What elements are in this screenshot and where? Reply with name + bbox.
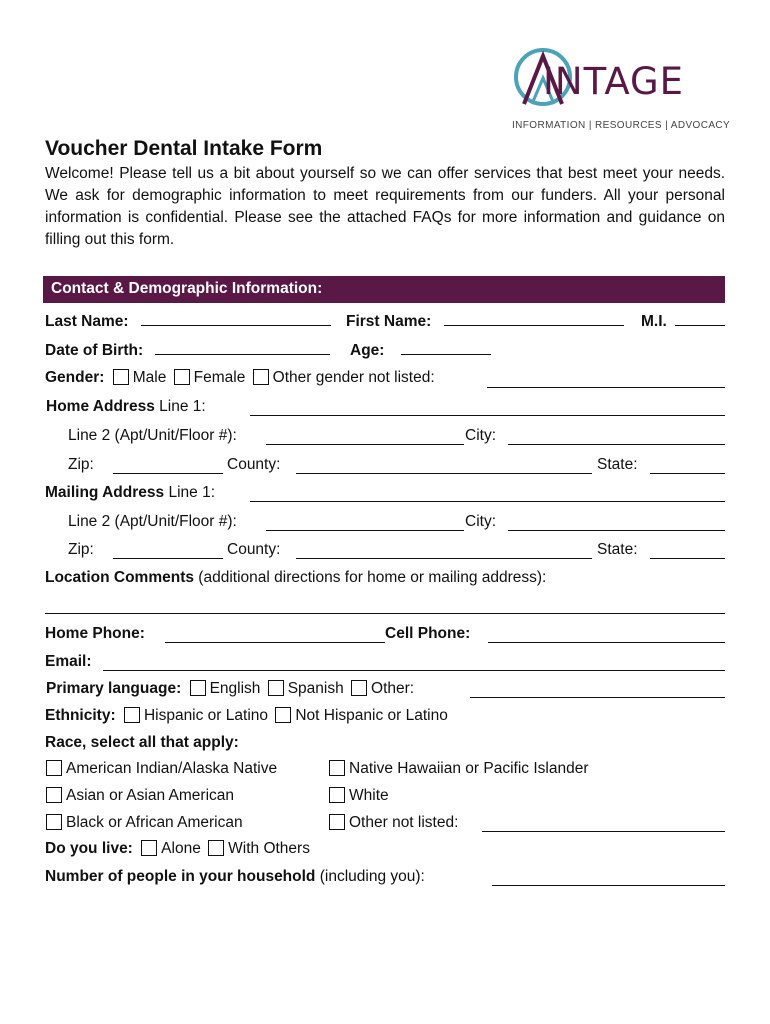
age-row (350, 340, 491, 361)
gender-other-label: Other gender not listed: (272, 369, 435, 386)
home-county-field[interactable] (296, 473, 592, 474)
household-note: (including you): (319, 868, 425, 885)
mi-label: M.I. (641, 313, 667, 330)
form-title: Voucher Dental Intake Form (45, 137, 323, 160)
ethnicity-label: Ethnicity: (45, 707, 116, 724)
race-checkbox[interactable] (329, 760, 345, 776)
last-name-label: Last Name: (45, 313, 129, 330)
mailing-zip-field[interactable] (113, 558, 223, 559)
race-option-label: Asian or Asian American (66, 787, 235, 804)
mailing-city-row (465, 512, 496, 532)
living-row (45, 839, 310, 859)
race-option (329, 759, 589, 779)
home-city-row (465, 426, 496, 446)
live-alone-label: Alone (161, 840, 201, 857)
race-checkbox[interactable] (46, 814, 62, 830)
mailing-address-row (45, 483, 215, 503)
lang-spanish-label: Spanish (287, 680, 344, 697)
mailing-line1-field[interactable] (250, 501, 725, 502)
home-line1-label: Line 1: (159, 398, 206, 415)
lang-english-checkbox[interactable] (190, 680, 206, 696)
gender-label: Gender: (45, 369, 105, 386)
mailing-line2-label: Line 2 (Apt/Unit/Floor #): (68, 513, 237, 530)
dob-label: Date of Birth: (45, 342, 144, 359)
mailing-line2-field[interactable] (266, 530, 464, 531)
gender-male-label: Male (132, 369, 167, 386)
first-name-label: First Name: (346, 313, 432, 330)
race-option-label: White (349, 787, 389, 804)
eth-not-hispanic-checkbox[interactable] (275, 707, 291, 723)
first-name-row (346, 311, 624, 332)
race-option-label: Black or African American (66, 814, 243, 831)
race-label: Race, select all that apply: (45, 734, 239, 751)
mailing-state-label: State: (597, 541, 638, 558)
section-header: Contact & Demographic Information: (43, 276, 725, 303)
lang-english-label: English (209, 680, 261, 697)
gender-female-checkbox[interactable] (174, 369, 190, 385)
last-name-field[interactable] (141, 311, 331, 326)
lang-other-label: Other: (371, 680, 415, 697)
race-checkbox[interactable] (46, 787, 62, 803)
location-comments-field[interactable] (45, 613, 725, 614)
first-name-field[interactable] (444, 311, 624, 326)
household-label: Number of people in your household (45, 868, 316, 885)
mailing-line2-row (68, 512, 237, 532)
mailing-line1-label: Line 1: (168, 484, 216, 501)
location-comments-row (45, 568, 546, 588)
email-label: Email: (45, 653, 92, 670)
race-option (329, 786, 389, 806)
home-zip-label: Zip: (68, 456, 94, 473)
home-state-label: State: (597, 456, 638, 473)
language-row (46, 679, 414, 699)
mailing-zip-label: Zip: (68, 541, 94, 558)
race-option (46, 786, 234, 806)
logo-wordmark: INTAGE (543, 60, 685, 103)
home-phone-field[interactable] (165, 642, 385, 643)
living-label: Do you live: (45, 840, 133, 857)
mailing-address-label: Mailing Address (45, 484, 165, 501)
home-line2-label: Line 2 (Apt/Unit/Floor #): (68, 427, 237, 444)
home-zip-row (68, 455, 94, 475)
race-other-field[interactable] (482, 831, 725, 832)
gender-female-label: Female (193, 369, 246, 386)
lang-other-checkbox[interactable] (351, 680, 367, 696)
email-row (45, 652, 92, 672)
lang-other-field[interactable] (470, 697, 725, 698)
race-checkbox[interactable] (329, 787, 345, 803)
home-line2-row (68, 426, 237, 446)
cell-phone-field[interactable] (488, 642, 725, 643)
age-field[interactable] (401, 340, 491, 355)
cell-phone-label: Cell Phone: (385, 625, 471, 642)
home-city-label: City: (465, 427, 496, 444)
home-phone-label: Home Phone: (45, 625, 145, 642)
live-with-others-checkbox[interactable] (208, 840, 224, 856)
dob-field[interactable] (155, 340, 330, 355)
cell-phone-row (385, 624, 470, 644)
race-checkbox[interactable] (46, 760, 62, 776)
dob-row (45, 340, 330, 361)
home-zip-field[interactable] (113, 473, 223, 474)
gender-row (45, 368, 435, 388)
location-comments-label: Location Comments (45, 569, 194, 586)
home-line2-field[interactable] (266, 444, 464, 445)
race-row (45, 733, 239, 753)
mailing-zip-row (68, 540, 94, 560)
home-state-row (597, 455, 638, 475)
location-comments-note: (additional directions for home or mailing address): (198, 569, 547, 586)
race-option-label: American Indian/Alaska Native (66, 760, 278, 777)
mi-row (641, 311, 725, 332)
race-option-label: Other not listed: (349, 814, 459, 831)
home-line1-field[interactable] (250, 415, 725, 416)
home-county-label: County: (227, 456, 281, 473)
lang-spanish-checkbox[interactable] (268, 680, 284, 696)
race-option (46, 813, 243, 833)
age-label: Age: (350, 342, 385, 359)
race-option (46, 759, 277, 779)
live-with-others-label: With Others (228, 840, 310, 857)
mailing-county-row (227, 540, 280, 560)
eth-not-hispanic-label: Not Hispanic or Latino (295, 707, 448, 724)
eth-hispanic-label: Hispanic or Latino (143, 707, 269, 724)
household-field[interactable] (492, 885, 725, 886)
mailing-state-row (597, 540, 638, 560)
logo-tagline: INFORMATION | RESOURCES | ADVOCACY (512, 120, 731, 131)
home-city-field[interactable] (508, 444, 725, 445)
eth-hispanic-checkbox[interactable] (124, 707, 140, 723)
home-phone-row (45, 624, 145, 644)
email-field[interactable] (103, 670, 725, 671)
ethnicity-row (45, 706, 448, 726)
mi-field[interactable] (675, 311, 725, 326)
gender-male-checkbox[interactable] (113, 369, 129, 385)
race-option-label: Native Hawaiian or Pacific Islander (349, 760, 589, 777)
race-checkbox[interactable] (329, 814, 345, 830)
live-alone-checkbox[interactable] (141, 840, 157, 856)
gender-other-checkbox[interactable] (253, 369, 269, 385)
race-option (329, 813, 458, 833)
gender-other-field[interactable] (487, 387, 725, 388)
mailing-city-field[interactable] (508, 530, 725, 531)
household-row (45, 867, 425, 887)
mailing-city-label: City: (465, 513, 496, 530)
home-address-row (46, 397, 206, 417)
home-address-label: Home Address (46, 398, 155, 415)
home-county-row (227, 455, 280, 475)
mailing-county-field[interactable] (296, 558, 592, 559)
mailing-county-label: County: (227, 541, 281, 558)
mailing-state-field[interactable] (650, 558, 725, 559)
intro-paragraph: Welcome! Please tell us a bit about yourself so we can offer services that best meet your needs. We ask for demographic information to meet requirements from our funders. All your personal information is confidential. Please see the attached FAQs for more information and guidance on filling out this form. (45, 165, 725, 248)
home-state-field[interactable] (650, 473, 725, 474)
language-label: Primary language: (46, 680, 182, 697)
last-name-row (45, 311, 331, 332)
